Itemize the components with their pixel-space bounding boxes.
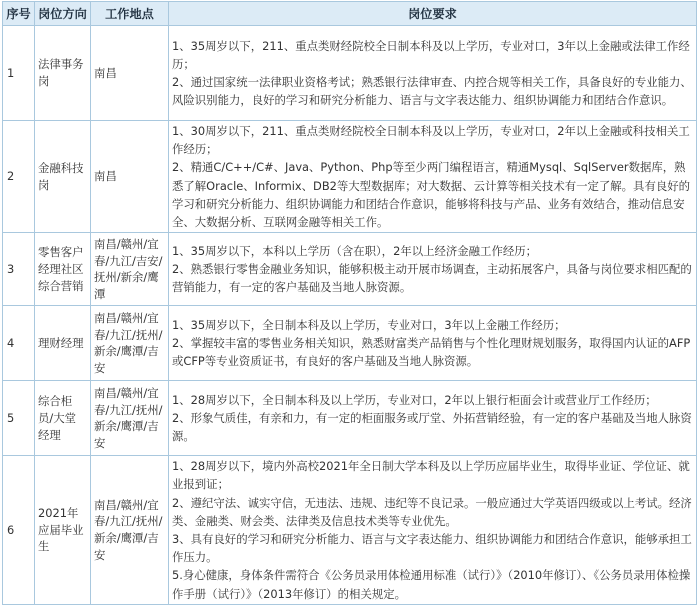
- row-location: 南昌/赣州/宜春/九江/抚州/新余/鹰潭/吉安: [91, 306, 169, 381]
- row-location: 南昌/赣州/宜春/九江/抚州/新余/鹰潭/吉安: [91, 381, 169, 456]
- requirement-line: 2、精通C/C++/C#、Java、Python、Php等至少两门编程语言，精通Mysql、SqlServer数据库，熟悉了解Oracle、Informix、DB2等大型数据库；对大数据、云计算等相关技术有一定了解。具有良好的学习和研究分析能力、组织协调能力和团结合作意识，能够将科技与产品、业务有效结合，推动信息安全、大数据分析、互联网金融等相关工作。: [172, 160, 691, 230]
- requirement-line: 2、遵纪守法、诚实守信，无违法、违规、违纪等不良记录。一般应通过大学英语四级或以上考试。经济类、金融类、财会类、法律类及信息技术类等专业优先。: [172, 495, 692, 528]
- requirement-line: 2、熟悉银行零售金融业务知识，能够积极主动开展市场调查，主动拓展客户，具备与岗位要求相匹配的营销能力，有一定的客户基础及当地人脉资源。: [172, 262, 692, 295]
- row-requirements: [169, 381, 697, 456]
- requirement-line: 1、35周岁以下，211、重点类财经院校全日制本科及以上学历，专业对口，3年以上金融或法律工作经历；: [172, 38, 690, 71]
- row-position: 综合柜员/大堂经理: [35, 381, 91, 456]
- requirement-line: 2、通过国家统一法律职业资格考试；熟悉银行法律审查、内控合规等相关工作，具备良好的专业能力、风险识别能力，良好的学习和研究分析能力、语言与文字表达能力、组织协调能力和团结合作意识。: [172, 75, 692, 108]
- row-position: 金融科技岗: [35, 121, 91, 233]
- requirement-line: 1、28周岁以下，全日制本科及以上学历，专业对口，2年以上银行柜面会计或营业厅工作经历；: [172, 392, 657, 407]
- row-position: 零售客户经理社区综合营销: [35, 233, 91, 306]
- row-requirements: [169, 456, 697, 605]
- row-requirements: [169, 26, 697, 121]
- row-number: 6: [3, 456, 35, 605]
- row-location: 南昌: [91, 26, 169, 121]
- row-position: 2021年应届毕业生: [35, 456, 91, 605]
- row-number: 1: [3, 26, 35, 121]
- row-location: 南昌/赣州/宜春/九江/抚州/新余/鹰潭/吉安: [91, 456, 169, 605]
- row-position: 法律事务岗: [35, 26, 91, 121]
- requirement-line: 1、30周岁以下，211、重点类财经院校全日制本科及以上学历，专业对口，2年以上金融或科技相关工作经历；: [172, 124, 690, 157]
- job-requirements-table: [2, 1, 697, 605]
- requirement-line: 2、形象气质佳，有亲和力，有一定的柜面服务或厅堂、外拓营销经验，有一定的客户基础及当地人脉资源。: [172, 411, 692, 444]
- table-header-row: [3, 2, 697, 26]
- table-row: [3, 306, 697, 381]
- header-requirements: 岗位要求: [169, 2, 697, 26]
- table-row: [3, 121, 697, 233]
- requirement-line: 5.身心健康，身体条件需符合《公务员录用体检通用标准（试行）》（2010年修订）、《公务员录用体检操作手册（试行）》（2013年修订）的相关规定。: [172, 568, 691, 601]
- row-location: 南昌: [91, 121, 169, 233]
- row-number: 5: [3, 381, 35, 456]
- requirement-line: 1、35周岁以下，全日制本科及以上学历，专业对口，3年以上金融工作经历；: [172, 317, 566, 332]
- requirement-line: 1、35周岁以下，本科以上学历（含在职），2年以上经济金融工作经历；: [172, 243, 538, 258]
- table-row: [3, 233, 697, 306]
- row-number: 2: [3, 121, 35, 233]
- table-row: [3, 381, 697, 456]
- header-location: 工作地点: [91, 2, 169, 26]
- requirement-line: 2、掌握较丰富的零售业务相关知识，熟悉财富类产品销售与个性化理财规划服务，取得国内认证的AFP或CFP等专业资质证书，有良好的客户基础及当地人脉资源。: [172, 336, 691, 369]
- table-row: [3, 26, 697, 121]
- row-requirements: [169, 306, 697, 381]
- row-location: 南昌/赣州/宜春/九江/吉安/抚州/新余/鹰潭: [91, 233, 169, 306]
- row-number: 4: [3, 306, 35, 381]
- requirement-line: 3、具有良好的学习和研究分析能力、语言与文字表达能力、组织协调能力和团结合作意识，能够承担工作压力。: [172, 532, 692, 565]
- header-position: 岗位方向: [35, 2, 91, 26]
- row-position: 理财经理: [35, 306, 91, 381]
- requirement-line: 1、28周岁以下，境内外高校2021年全日制大学本科及以上学历应届毕业生，取得毕业证、学位证、就业报到证；: [172, 459, 690, 492]
- header-number: 序号: [3, 2, 35, 26]
- table-row: [3, 456, 697, 605]
- row-number: 3: [3, 233, 35, 306]
- row-requirements: [169, 233, 697, 306]
- row-requirements: [169, 121, 697, 233]
